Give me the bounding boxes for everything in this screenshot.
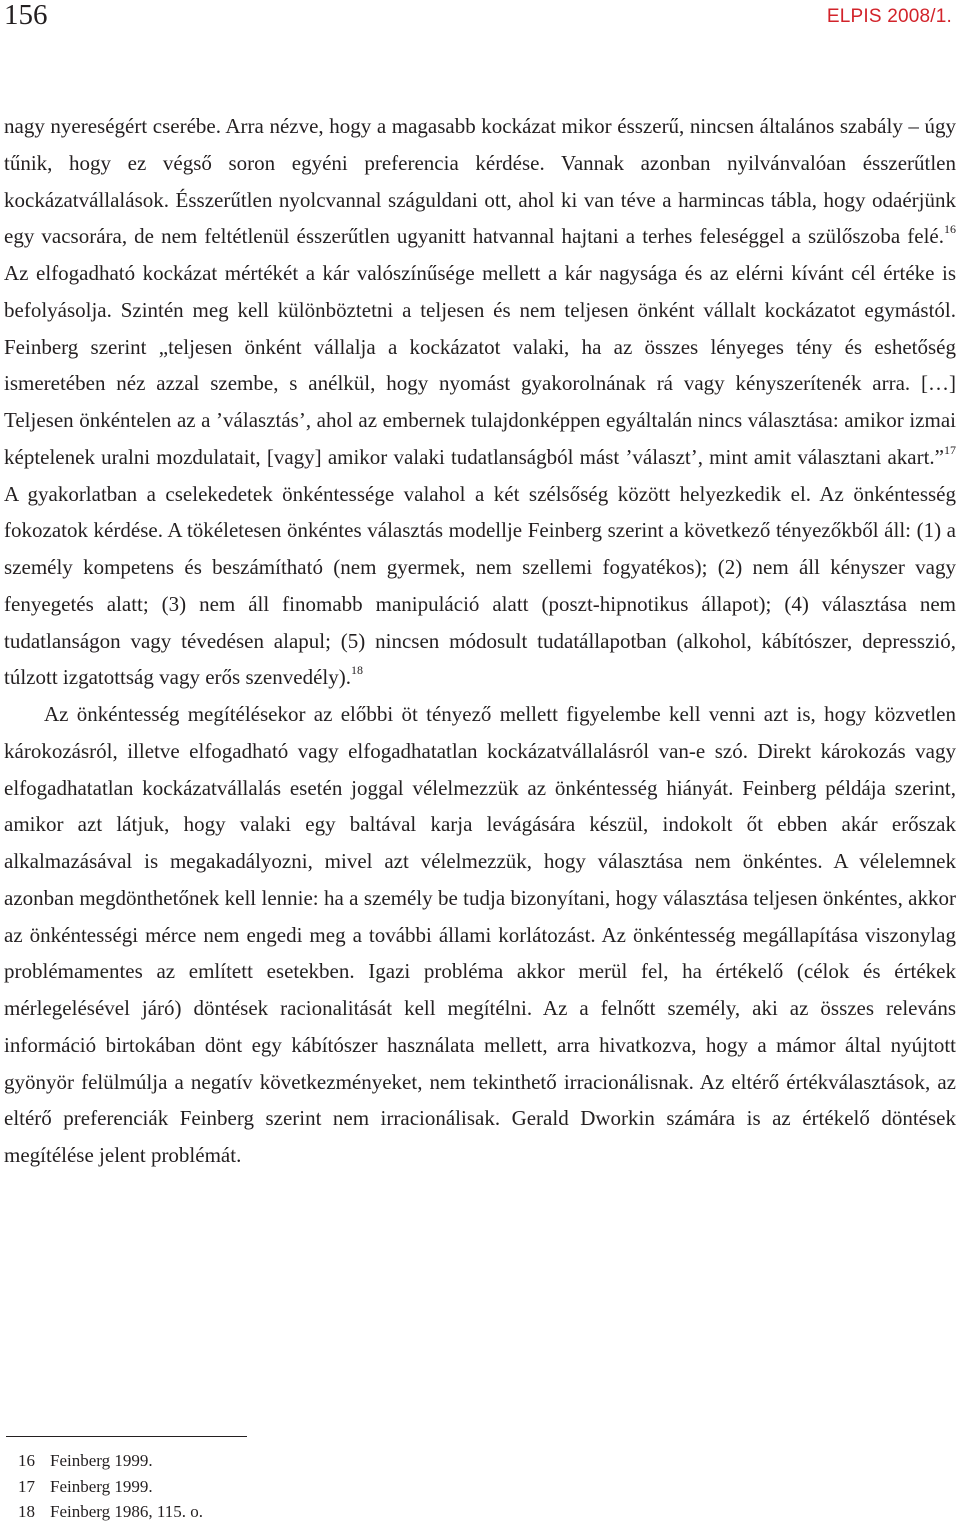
- footnote-text: Feinberg 1986, 115. o.: [50, 1502, 203, 1521]
- footnote-divider: [6, 1436, 247, 1437]
- footnotes-list: [18, 1448, 203, 1525]
- footnote-item: [18, 1448, 203, 1474]
- page-number: 156: [4, 0, 48, 31]
- footnote-item: [18, 1499, 203, 1525]
- journal-name: ELPIS 2008/1.: [826, 6, 952, 27]
- footnote-ref-17[interactable]: 17: [944, 442, 956, 457]
- footnote-ref-18[interactable]: 18: [350, 663, 363, 678]
- paragraph-2: Az önkéntesség megítélésekor az előbbi öt tényező mellett figyelembe kell venni azt is, hogy közvetlen károkozásról, illetve elfogadható vagy elfogadhatatlan kockázatvállalásról van-e szó. Direkt károkozás vagy elfogadhatatlan kockázatvállalás esetén joggal vélelmezzük az önkéntesség hiányát. Feinberg példája szerint, amikor azt látjuk, hogy valaki egy baltával karja levágására készül, indokolt őt ebben akár erőszak alkalmazásával is megakadályozni, mivel azt vélelmezzük, hogy választása nem önkéntes. A vélelemnek azonban megdönthetőnek kell lennie: ha a személy be tudja bizonyítani, hogy választása teljesen önkéntes, akkor az önkéntességi mérce nem engedi meg a további állami korlátozást. Az önkéntesség megállapítása viszonylag problémamentes az említett esetekben. Igazi probléma akkor merül fel, ha értékelő (célok és értékek mérlegelésével járó) döntések racionalitását kell megítélni. Az a felnőtt személy, aki az összes releváns információ birtokában dönt egy kábítószer használata mellett, arra hivatkozva, hogy a mámor által nyújtott gyönyör felülmúlja a negatív következményeket, nem tekinthető irracionálisnak. Az eltérő értékválasztások, az eltérő preferenciák Feinberg szerint nem irracionálisak. Gerald Dworkin számára is az értékelő döntések megítélése jelent problémát.: [4, 702, 956, 1167]
- footnote-number: 18: [18, 1502, 35, 1521]
- footnote-number: 16: [18, 1451, 35, 1470]
- footnote-text: Feinberg 1999.: [50, 1451, 153, 1470]
- footnote-item: [18, 1474, 203, 1500]
- paragraph-1-part-3: A gyakorlatban a cselekedetek önkéntessége valahol a két szélsőség között helyezkedik el. Az önkéntesség fokozatok kérdése. A tökéletesen önkéntes választás modellje Feinberg szerint a következő tényezőkből áll: (1) a személy kompetens és beszámítható (nem gyermek, nem szellemi fogyatékos); (2) nem áll kényszer vagy fenyegetés alatt; (3) nem áll finomabb manipuláció alatt (poszt-hipnotikus állapot); (4) választása nem tudatlanságon vagy tévedésen alapul; (5) nincsen módosult tudatállapotban (alkohol, kábítószer, depresszió, túlzott izgatottság vagy erős szenvedély).: [4, 481, 956, 690]
- paragraph-1-part-1: nagy nyereségért cserébe. Arra nézve, hogy a magasabb kockázat mikor ésszerű, nincsen általános szabály – úgy tűnik, hogy ez végső soron egyéni preferencia kérdése. Vannak azonban nyilvánvalóan ésszerűtlen kockázatvállalások. Ésszerűtlen nyolcvannal száguldani ott, ahol ki van téve a harmincas tábla, hogy odaérjünk egy vacsorára, de nem feltétlenül ésszerűtlen ugyanitt hatvannal hajtani a terhes feleséggel a szülőszoba felé.: [4, 114, 956, 249]
- body-text: [4, 108, 956, 1174]
- paragraph-1: [4, 108, 956, 696]
- footnote-number: 17: [18, 1476, 35, 1496]
- footnote-ref-16[interactable]: 16: [944, 222, 956, 237]
- paragraph-1-part-2: Az elfogadható kockázat mértékét a kár valószínűsége mellett a kár nagysága és az elérni kívánt cél értéke is befolyásolja. Szintén meg kell különböztetni a teljesen és nem teljesen önként vállalt kockázatot egymástól. Feinberg szerint „teljesen önként vállalja a kockázatot valaki, ha az összes lényeges tény és eshetőség ismeretében néz azzal szembe, s anélkül, hogy nyomást gyakorolnának rá vagy kényszerítenék arra. […] Teljesen önkéntelen az a ’választás’, ahol az embernek tulajdonképpen egyáltalán nincs választása: amikor izmai képtelenek uralni mozdulatait, [vagy] amikor valaki tudatlanságból mást ’választ’, mint amit választani akart.”: [4, 261, 956, 469]
- footnote-text: Feinberg 1999.: [50, 1476, 153, 1496]
